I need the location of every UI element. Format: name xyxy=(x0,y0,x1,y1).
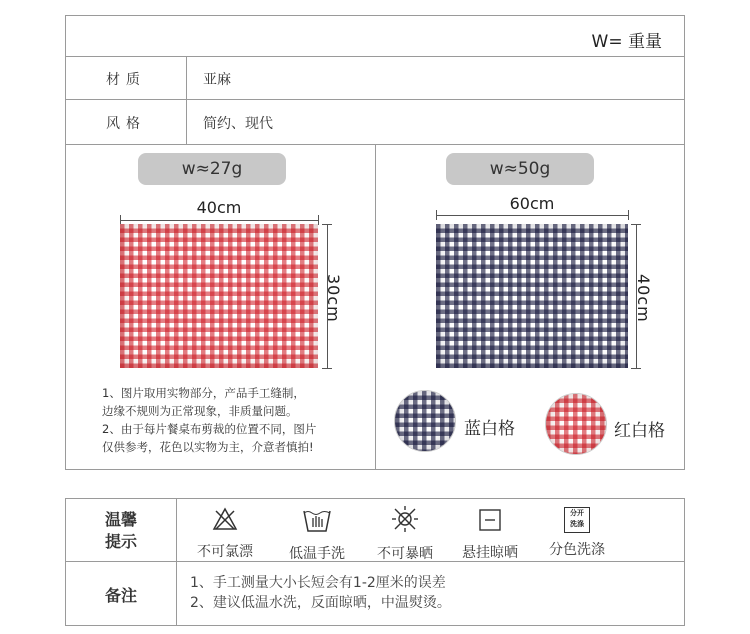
care-item-label: 悬挂晾晒 xyxy=(462,545,518,561)
divider xyxy=(66,99,684,100)
dimension-tick xyxy=(436,210,437,220)
note-line: 1、图片取用实物部分，产品手工缝制， xyxy=(102,386,305,400)
no-bleach-icon xyxy=(212,507,238,531)
care-item-label: 低温手洗 xyxy=(289,546,345,562)
divider xyxy=(66,56,684,57)
remark-line: 1、手工测量大小长短会有1-2厘米的误差 xyxy=(190,575,446,591)
remarks-title: 备注 xyxy=(104,586,137,605)
red-white-swatch xyxy=(545,393,607,455)
dimension-tick xyxy=(322,368,332,369)
care-item-label: 不可暴晒 xyxy=(377,546,433,562)
care-item xyxy=(186,507,264,561)
weight-legend: W= 重量 xyxy=(591,32,662,52)
dimension-tick xyxy=(322,224,332,225)
blue-white-label: 蓝白格 xyxy=(464,419,515,439)
left-width-label: 40cm xyxy=(196,198,242,217)
hand-wash-low-temp-icon xyxy=(302,507,332,533)
care-item-label: 分色洗涤 xyxy=(549,542,605,558)
care-item xyxy=(278,507,356,563)
blue-white-swatch xyxy=(394,390,456,452)
style-label: 风格 xyxy=(106,116,146,132)
dimension-tick xyxy=(631,224,641,225)
note-line: 仅供参考，花色以实物为主，介意者慎拍! xyxy=(102,440,314,454)
material-value: 亚麻 xyxy=(203,72,231,88)
notes xyxy=(102,384,372,456)
care-item-label: 不可氯漂 xyxy=(197,544,253,560)
style-value: 简约、现代 xyxy=(203,116,273,132)
left-weight-pill: w≈27g xyxy=(138,153,286,185)
care-table xyxy=(65,498,685,626)
red-gingham-placemat-image xyxy=(120,224,318,368)
blue-gingham-placemat-image xyxy=(436,224,628,368)
material-label: 材质 xyxy=(106,72,146,88)
divider xyxy=(176,499,177,625)
right-height-label: 40cm xyxy=(634,274,653,323)
no-sun-icon xyxy=(390,505,420,533)
red-white-label: 红白格 xyxy=(614,421,665,441)
hang-dry-icon xyxy=(478,508,502,532)
spec-table xyxy=(65,15,685,470)
left-width-dimension-line xyxy=(120,220,318,221)
care-tips-title xyxy=(66,509,176,553)
care-item xyxy=(366,505,444,563)
icon-text: 洗涤 xyxy=(570,520,584,528)
dimension-tick xyxy=(631,368,641,369)
dimension-tick xyxy=(628,210,629,220)
right-width-label: 60cm xyxy=(509,194,555,213)
right-width-dimension-line xyxy=(436,215,628,216)
divider xyxy=(375,144,376,470)
note-line: 2、由于每片餐桌布剪裁的位置不同，图片 xyxy=(102,422,317,436)
remarks xyxy=(190,573,451,613)
remark-line: 2、建议低温水洗，反面晾晒，中温熨烫。 xyxy=(190,595,451,611)
right-weight-pill: w≈50g xyxy=(446,153,594,185)
separate-wash-icon xyxy=(564,507,590,533)
left-height-label: 30cm xyxy=(324,274,343,323)
divider xyxy=(186,56,187,144)
care-tips-title-line: 提示 xyxy=(104,532,137,551)
care-tips-title-line: 温馨 xyxy=(104,510,137,529)
icon-text: 分开 xyxy=(570,509,584,517)
care-item xyxy=(538,507,616,559)
care-item xyxy=(451,508,529,562)
note-line: 边缘不规则为正常现象，非质量问题。 xyxy=(102,404,298,418)
dimension-tick xyxy=(318,215,319,225)
